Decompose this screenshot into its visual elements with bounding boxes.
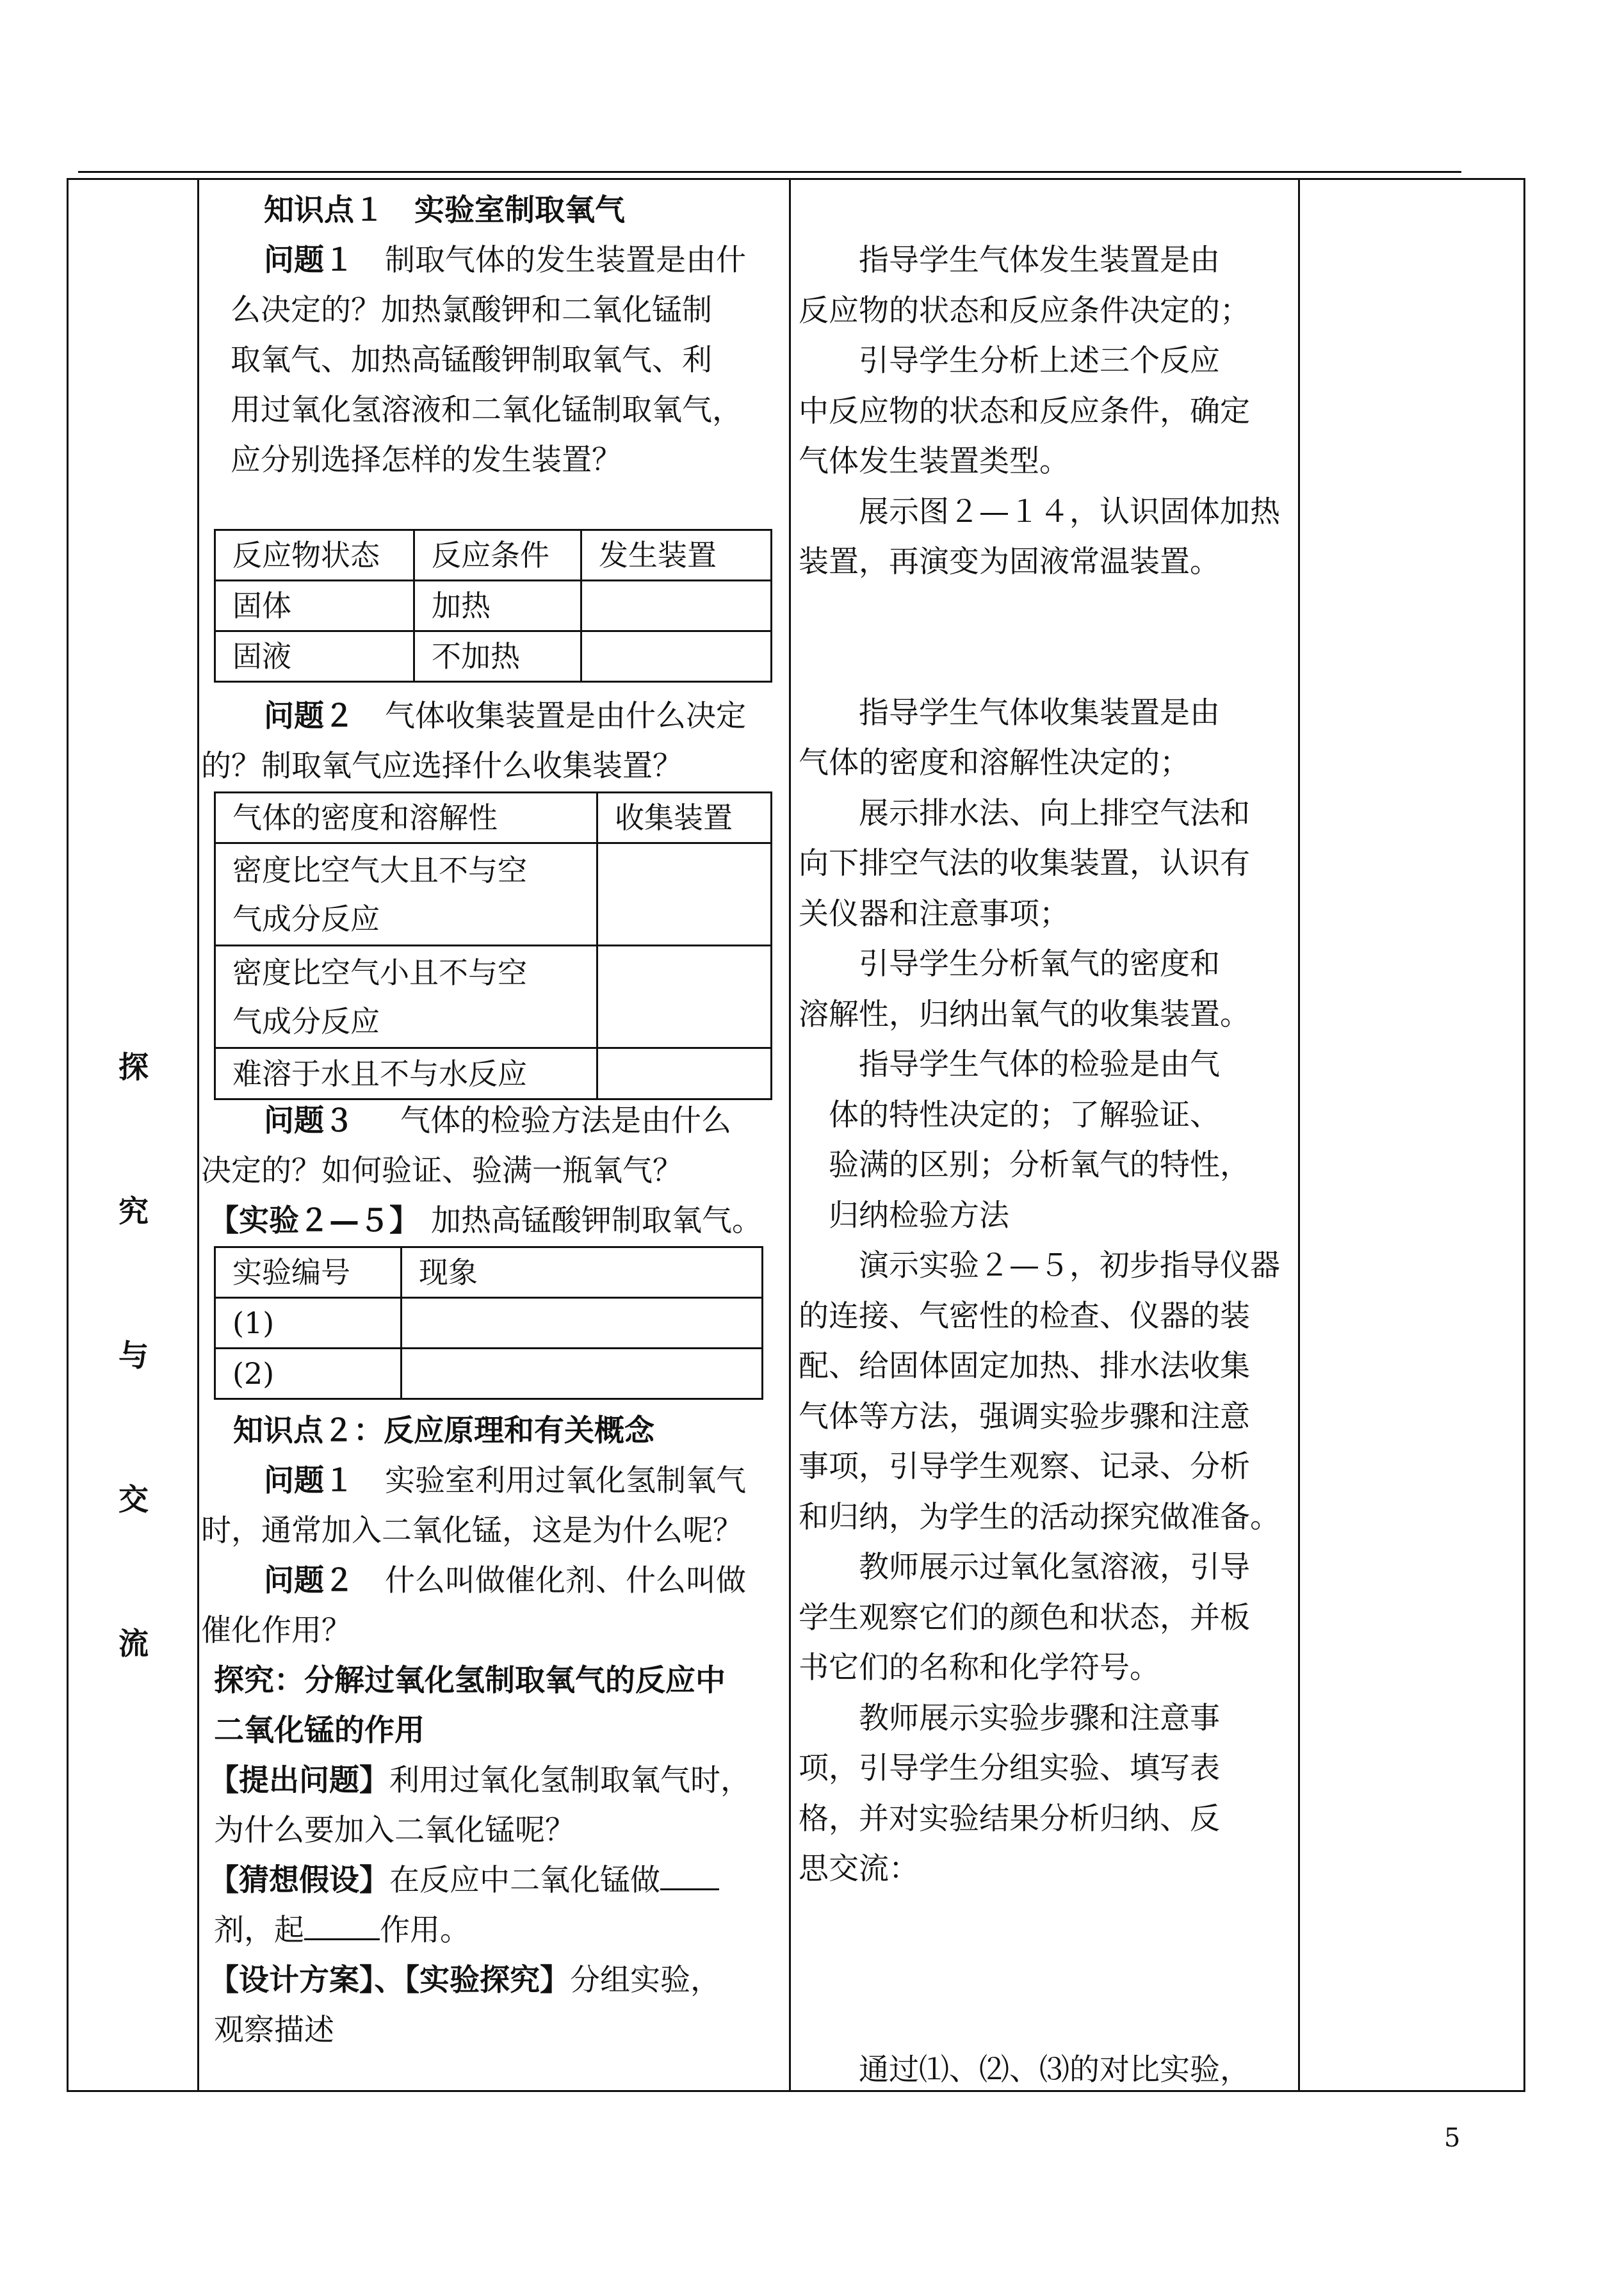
teacher-text-line: 归纳检验方法	[799, 1197, 1009, 1233]
table-header: 反应条件	[414, 530, 581, 581]
inquiry-title-line: 探究：分解过氧化氢制取氧气的反应中	[214, 1663, 726, 1698]
table-cell-line: 密度比空气大且不与空	[232, 852, 527, 888]
section-label-char: 交	[118, 1482, 149, 1518]
table-cell	[597, 843, 772, 946]
page-number: 5	[1444, 2123, 1461, 2153]
teacher-text-line: 教师展示过氧化氢溶液，引导	[799, 1550, 1250, 1585]
section-label-char: 流	[118, 1626, 149, 1662]
table-cell-line: 气成分反应	[232, 901, 380, 936]
kp2-question-1-line: 实验室利用过氧化氢制氧气	[385, 1463, 746, 1498]
teacher-text-line: 配、给固体固定加热、排水法收集	[799, 1349, 1250, 1384]
table-cell	[402, 1298, 763, 1349]
column-divider-2	[789, 178, 791, 2092]
knowledge-point-1-title: 知识点１ 实验室制取氧气	[264, 193, 625, 228]
question-1-line: 应分别选择怎样的发生装置？	[231, 442, 622, 478]
section-label-char: 与	[118, 1338, 149, 1374]
question-3-line: 决定的？如何验证、验满一瓶氧气？	[201, 1153, 683, 1188]
question-1-line: 用过氧化氢溶液和二氧化锰制取氧气，	[231, 393, 742, 428]
teacher-text-line: 指导学生气体收集装置是由	[799, 695, 1220, 731]
table-cell	[215, 946, 597, 1048]
teacher-text-line: 展示排水法、向上排空气法和	[799, 795, 1250, 831]
kp2-question-1-line: 时，通常加入二氧化锰，这是为什么呢？	[201, 1513, 743, 1548]
teacher-text-line: 引导学生分析氧气的密度和	[799, 946, 1220, 982]
teacher-text-line: 反应物的状态和反应条件决定的；	[799, 293, 1250, 328]
generator-table	[214, 529, 772, 683]
question-2-line: 气体收集装置是由什么决定	[385, 699, 746, 734]
table-header: 收集装置	[597, 793, 772, 843]
teacher-text-line: 指导学生气体的检验是由气	[799, 1047, 1220, 1082]
table-cell: (1)	[215, 1298, 402, 1349]
question-3	[264, 1096, 731, 1146]
teacher-text-line: 演示实验２—５，初步指导仪器	[799, 1248, 1280, 1283]
teacher-text-line	[799, 1945, 1304, 1995]
teacher-text-line: 引导学生分析上述三个反应	[799, 343, 1220, 378]
teacher-text-line: 气体发生装置类型。	[799, 444, 1069, 479]
inquiry-title-line: 二氧化锰的作用	[214, 1713, 425, 1748]
design-explore	[209, 1956, 720, 2006]
teacher-text-line	[799, 1995, 1304, 2046]
table-cell-line: 气成分反应	[232, 1003, 380, 1039]
table-cell: 加热	[414, 581, 581, 631]
table-cell: (2)	[215, 1349, 402, 1399]
table-header: 实验编号	[215, 1247, 402, 1298]
teacher-text-line: 展示图２—１４，认识固体加热	[799, 494, 1280, 530]
teacher-text-line: 关仪器和注意事项；	[799, 896, 1069, 932]
table-cell: 不加热	[414, 631, 581, 682]
question-1-line: 制取气体的发生装置是由什	[385, 243, 746, 278]
raise-question-label: 【提出问题】	[209, 1763, 389, 1798]
table-header: 气体的密度和溶解性	[215, 793, 597, 843]
section-label-char: 探	[118, 1050, 149, 1085]
raise-question-line: 为什么要加入二氧化锰呢？	[214, 1813, 575, 1848]
hypothesis-text: 在反应中二氧化锰做	[389, 1863, 660, 1898]
explore-label: 【实验探究】	[404, 1963, 570, 1998]
table-cell	[581, 631, 772, 682]
question-2	[264, 692, 746, 742]
raise-question	[209, 1756, 751, 1806]
table-cell	[215, 843, 597, 946]
kp2-question-2	[264, 1556, 746, 1606]
teacher-text-line: 装置，再演变为固液常温装置。	[799, 544, 1220, 580]
teacher-text-line: 教师展示实验步骤和注意事	[799, 1700, 1220, 1736]
experiment-label: 【实验２—５】	[209, 1203, 419, 1238]
teacher-text-line: 和归纳，为学生的活动探究做准备。	[799, 1499, 1280, 1535]
table-header: 现象	[402, 1247, 763, 1298]
question-3-label: 问题３	[264, 1103, 354, 1139]
kp2-question-2-label: 问题２	[264, 1563, 354, 1598]
teacher-text-line: 气体等方法，强调实验步骤和注意	[799, 1399, 1250, 1434]
teacher-text-line: 体的特性决定的；了解验证、	[799, 1097, 1220, 1133]
hypothesis-label: 【猜想假设】	[209, 1863, 389, 1898]
teacher-text-line: 向下排空气法的收集装置，认识有	[799, 846, 1250, 881]
hypothesis-text: 作用。	[380, 1913, 470, 1948]
teacher-text-line: 书它们的名称和化学符号。	[799, 1650, 1160, 1685]
table-cell: 固液	[215, 631, 414, 682]
design-text: 分组实验，	[570, 1963, 720, 1998]
teacher-activity-column	[799, 236, 1304, 2096]
section-label-char: 究	[118, 1194, 149, 1229]
design-label: 【设计方案】	[209, 1963, 375, 1998]
teacher-text-line	[799, 1895, 1304, 1945]
fill-in-blank[interactable]	[304, 1906, 380, 1940]
question-1-label: 问题１	[264, 243, 354, 278]
teacher-text-line	[799, 588, 1304, 638]
experiment-table	[214, 1246, 763, 1400]
kp2-question-2-line: 催化作用？	[201, 1613, 352, 1648]
knowledge-point-2-title: 知识点２：反应原理和有关概念	[233, 1413, 654, 1448]
teacher-text-line: 事项，引导学生观察、记录、分析	[799, 1449, 1250, 1484]
table-cell	[402, 1349, 763, 1399]
question-2-label: 问题２	[264, 699, 354, 734]
hypothesis-text: 剂，起	[214, 1913, 304, 1948]
collection-table	[214, 791, 772, 1100]
table-cell: 难溶于水且不与水反应	[215, 1048, 597, 1099]
column-divider-1	[197, 178, 199, 2092]
table-cell	[597, 946, 772, 1048]
question-2-line: 的？制取氧气应选择什么收集装置？	[201, 749, 683, 784]
table-cell: 固体	[215, 581, 414, 631]
raise-question-line: 利用过氧化氢制取氧气时，	[389, 1763, 751, 1798]
question-3-line: 气体的检验方法是由什么	[400, 1103, 731, 1139]
design-text-line-2: 观察描述	[214, 2013, 334, 2048]
question-1-line: 取氧气、加热高锰酸钾制取氧气、利	[231, 343, 712, 378]
table-cell-line: 密度比空气小且不与空	[232, 955, 527, 990]
teacher-text-line: 中反应物的状态和反应条件，确定	[799, 393, 1250, 429]
fill-in-blank[interactable]	[660, 1856, 719, 1890]
teacher-text-line: 思交流：	[799, 1851, 919, 1886]
experiment-2-5	[209, 1196, 762, 1246]
kp2-question-2-line: 什么叫做催化剂、什么叫做	[385, 1563, 746, 1598]
teacher-text-line: 验满的区别；分析氧气的特性，	[799, 1148, 1250, 1183]
teacher-text-line: 气体的密度和溶解性决定的；	[799, 745, 1190, 781]
hypothesis	[209, 1856, 719, 1906]
table-header: 发生装置	[581, 530, 772, 581]
header-rule	[78, 171, 1461, 173]
teacher-text-line: 学生观察它们的颜色和状态，并板	[799, 1600, 1250, 1635]
hypothesis-line-2	[214, 1906, 470, 1956]
teacher-text-line: 项，引导学生分组实验、填写表	[799, 1751, 1220, 1786]
kp2-question-1-label: 问题１	[264, 1463, 354, 1498]
question-1-line: 么决定的？加热氯酸钾和二氧化锰制	[231, 293, 712, 328]
table-cell	[581, 581, 772, 631]
teacher-text-line: 格，并对实验结果分析归纳、反	[799, 1801, 1220, 1837]
teacher-text-line	[799, 638, 1304, 688]
teacher-text-line: 通过⑴、⑵、⑶的对比实验，	[799, 2052, 1250, 2088]
design-separator: 、	[374, 1963, 405, 1998]
teacher-text-line: 的连接、气密性的检查、仪器的装	[799, 1298, 1250, 1334]
kp2-question-1	[264, 1456, 746, 1506]
experiment-text: 加热高锰酸钾制取氧气。	[431, 1203, 762, 1238]
teacher-text-line: 指导学生气体发生装置是由	[799, 243, 1220, 278]
teacher-text-line: 溶解性，归纳出氧气的收集装置。	[799, 996, 1250, 1032]
table-cell	[597, 1048, 772, 1099]
table-header: 反应物状态	[215, 530, 414, 581]
question-1	[264, 236, 746, 286]
